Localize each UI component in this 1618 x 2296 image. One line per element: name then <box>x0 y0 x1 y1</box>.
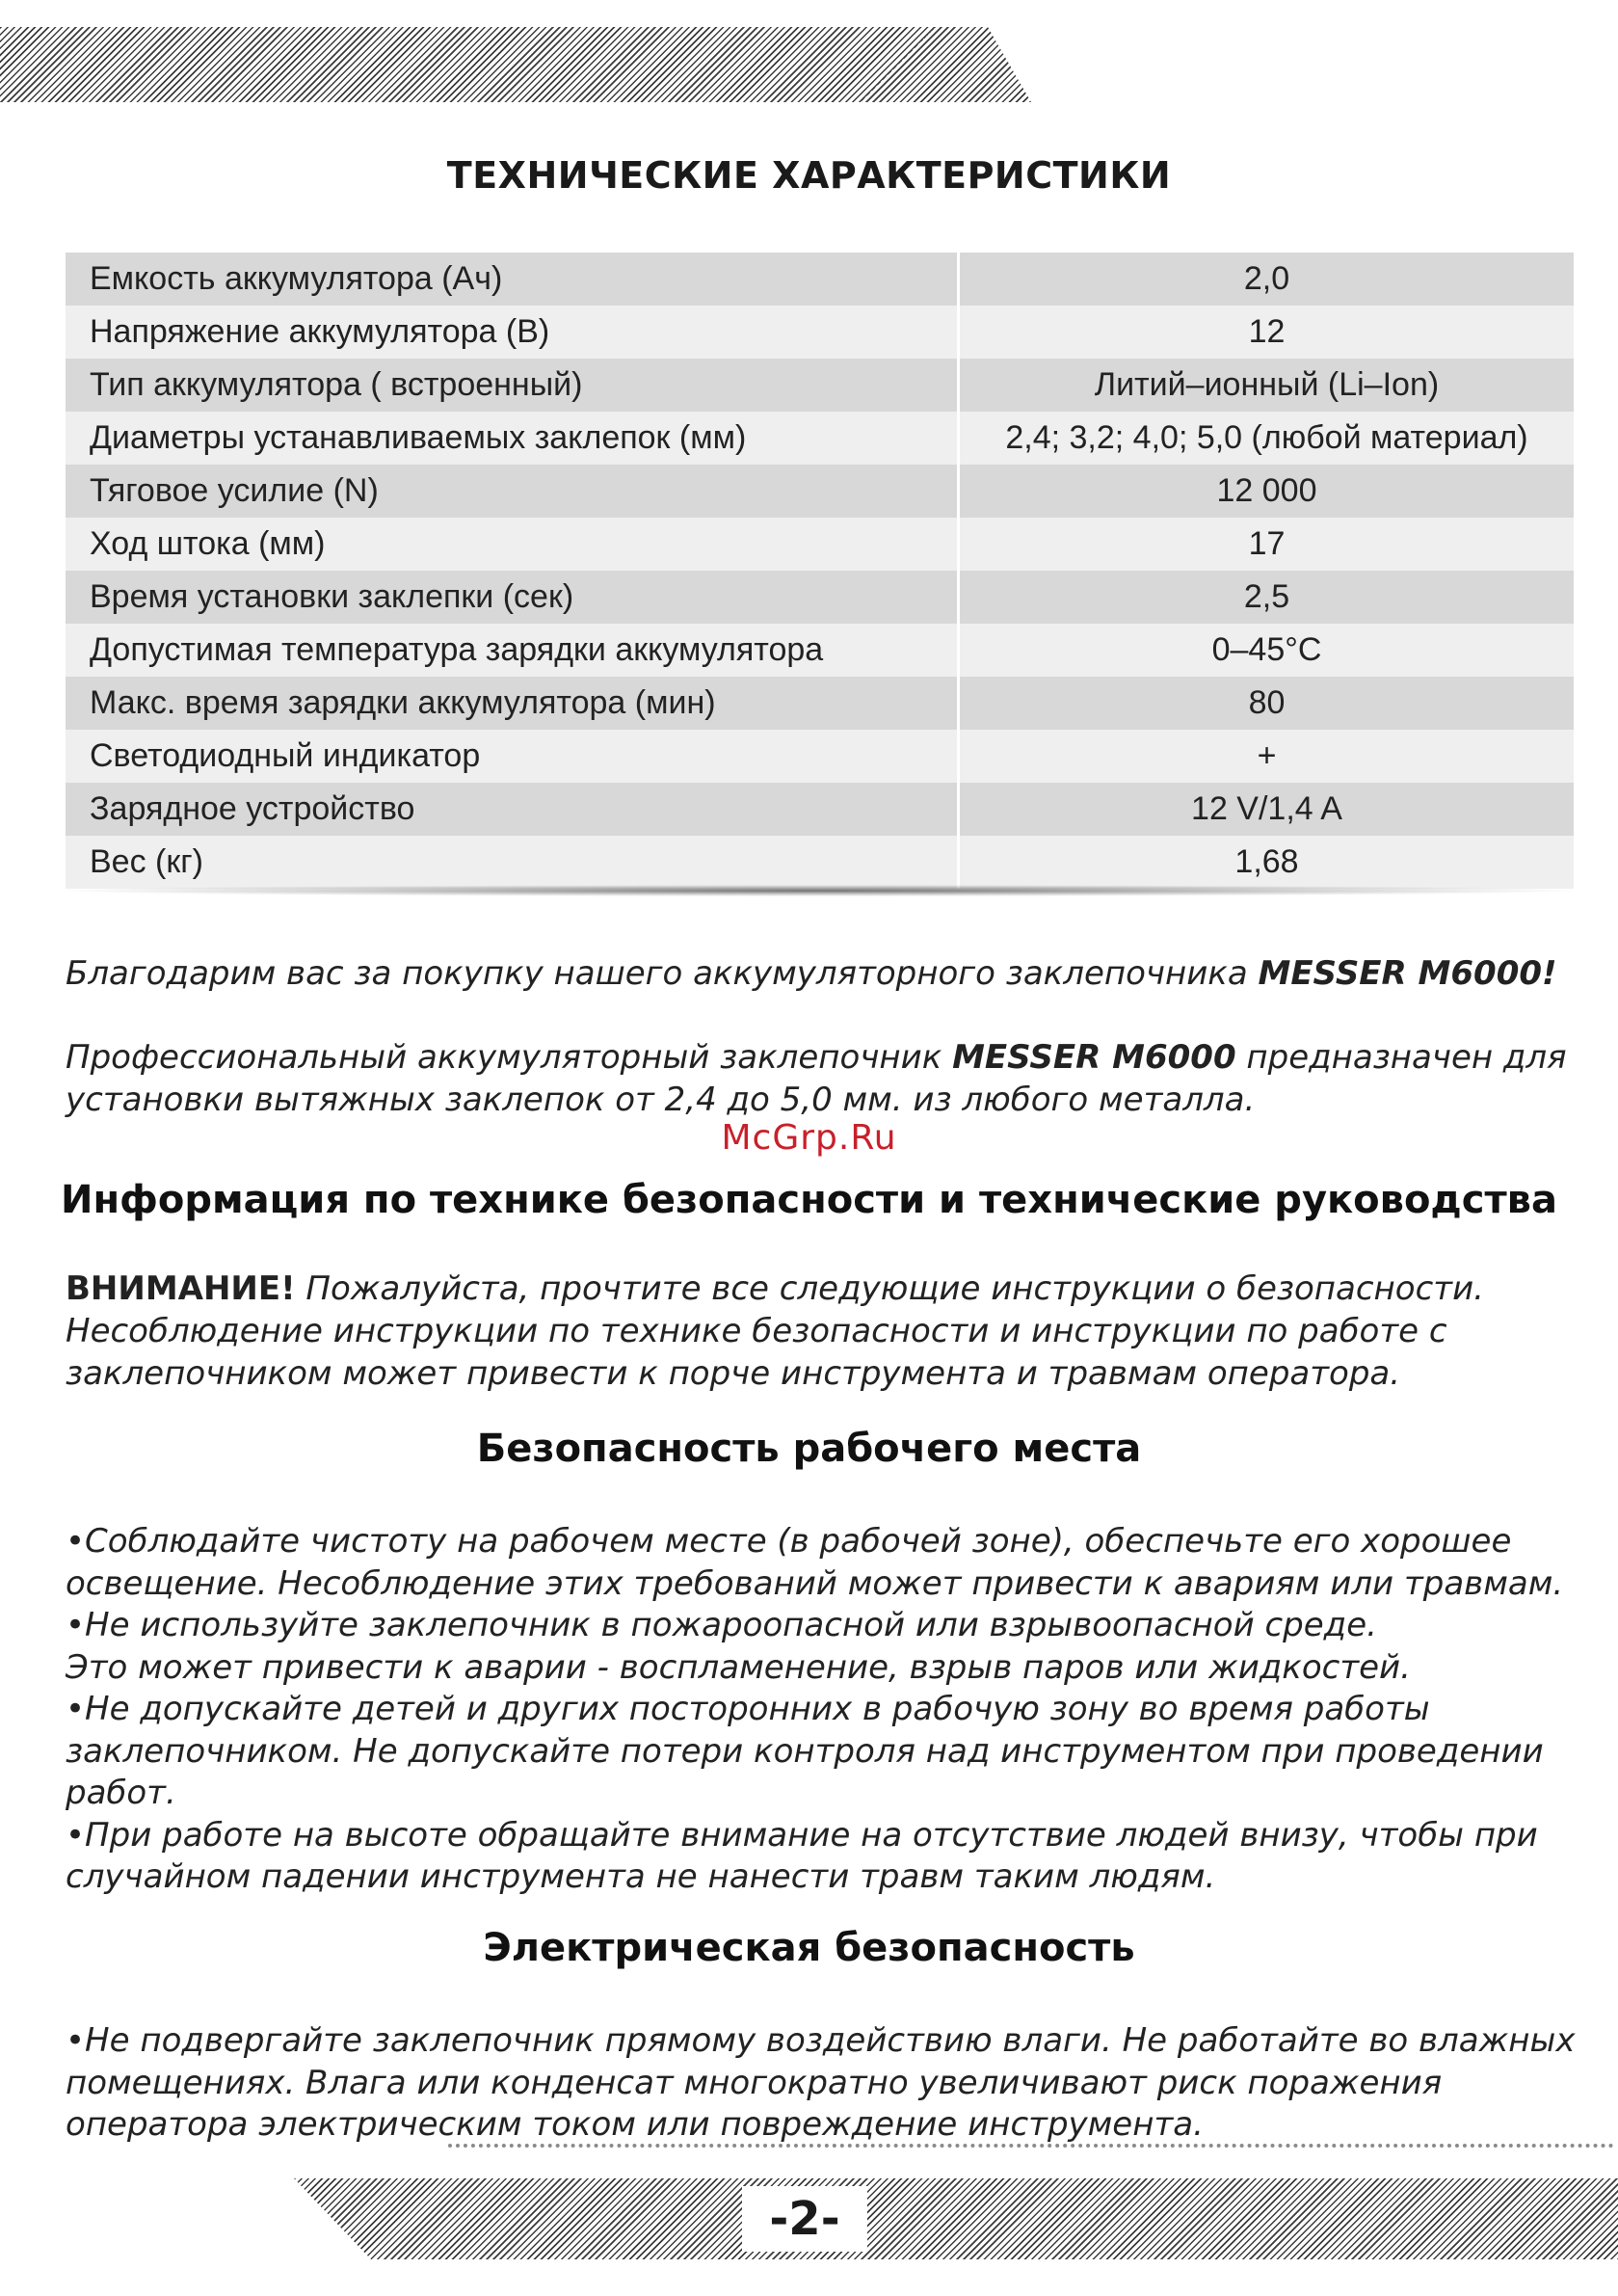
electrical-heading: Электрическая безопасность <box>483 1926 1135 1970</box>
electrical-list <box>66 2020 1583 2147</box>
spec-param: Ход штока (мм) <box>66 518 959 571</box>
warning-text: Пожалуйста, прочтите все следующие инструкции о безопасности. Несоблюдение инструкции по технике безопасности и инструкции по работе с заклепочником может привести к порче инструмента и травмам оператора. <box>66 1269 1484 1393</box>
spec-param: Вес (кг) <box>66 836 959 889</box>
spec-value: + <box>959 730 1575 783</box>
workplace-heading: Безопасность рабочего места <box>476 1427 1142 1471</box>
spec-value: 2,0 <box>959 253 1575 306</box>
spec-param: Тяговое усилие (N) <box>66 465 959 518</box>
list-item: •Не используйте заклепочник в пожароопасной или взрывоопасной среде. <box>66 1606 1377 1644</box>
list-item: Это может привести к аварии - воспламенение, взрыв паров или жидкостей. <box>66 1647 1411 1687</box>
thanks-paragraph <box>66 952 1569 995</box>
spec-param: Емкость аккумулятора (Ач) <box>66 253 959 306</box>
warning-label: ВНИМАНИЕ! <box>66 1269 296 1308</box>
spec-value: 2,4; 3,2; 4,0; 5,0 (любой материал) <box>959 412 1575 465</box>
spec-param: Напряжение аккумулятора (В) <box>66 306 959 359</box>
page-number: -2- <box>742 2186 867 2252</box>
page-title: ТЕХНИЧЕСКИЕ ХАРАКТЕРИСТИКИ <box>446 154 1172 197</box>
specs-table <box>66 253 1574 889</box>
spec-param: Макс. время зарядки аккумулятора (мин) <box>66 677 959 730</box>
top-decorative-band <box>0 27 1031 102</box>
spec-value: 17 <box>959 518 1575 571</box>
table-row <box>66 306 1574 359</box>
desc-post: предназначен для установки вытяжных заклепок от 2,4 до 5,0 мм. из любого металла. <box>66 1038 1567 1119</box>
spec-value: 1,68 <box>959 836 1575 889</box>
list-item: •Соблюдайте чистоту на рабочем месте (в рабочей зоне), обеспечьте его хорошее освещение. Несоблюдение этих требований может привести к авариям или травмам. <box>66 1522 1564 1603</box>
warning-paragraph <box>66 1268 1578 1395</box>
table-row <box>66 677 1574 730</box>
spec-param: Зарядное устройство <box>66 783 959 836</box>
list-item: •Не подвергайте заклепочник прямому воздействию влаги. Не работайте во влажных помещениях. Влага или конденсат многократно увеличивают риск поражения оператора электрическим током или повреждение инструмента. <box>66 2021 1576 2144</box>
spec-param: Тип аккумулятора ( встроенный) <box>66 359 959 412</box>
table-row <box>66 253 1574 306</box>
table-shadow <box>66 885 1574 896</box>
table-row <box>66 730 1574 783</box>
spec-value: 80 <box>959 677 1575 730</box>
thanks-text: Благодарим вас за покупку нашего аккумуляторного заклепочника <box>66 954 1259 993</box>
table-row <box>66 571 1574 624</box>
table-row <box>66 465 1574 518</box>
list-item: •Не допускайте детей и других посторонних в рабочую зону во время работы заклепочником. Не допускайте потери контроля над инструментом при проведении работ. <box>66 1690 1544 1812</box>
safety-info-heading: Информация по технике безопасности и технические руководства <box>61 1178 1557 1222</box>
spec-param: Допустимая температура зарядки аккумулятора <box>66 624 959 677</box>
spec-value: 12 V/1,4 A <box>959 783 1575 836</box>
description-paragraph <box>66 1036 1569 1121</box>
spec-value: 12 <box>959 306 1575 359</box>
spec-value: 2,5 <box>959 571 1575 624</box>
spec-value: 0–45°C <box>959 624 1575 677</box>
desc-pre: Профессиональный аккумуляторный заклепочник <box>66 1038 953 1077</box>
thanks-model: MESSER M6000! <box>1258 954 1557 993</box>
spec-param: Время установки заклепки (сек) <box>66 571 959 624</box>
table-row <box>66 412 1574 465</box>
table-row <box>66 359 1574 412</box>
dotted-rule <box>448 2144 1614 2148</box>
table-row <box>66 783 1574 836</box>
bottom-decorative-band <box>294 2178 1618 2259</box>
spec-value: Литий–ионный (Li–Ion) <box>959 359 1575 412</box>
spec-param: Светодиодный индикатор <box>66 730 959 783</box>
table-row <box>66 518 1574 571</box>
spec-param: Диаметры устанавливаемых заклепок (мм) <box>66 412 959 465</box>
table-row <box>66 836 1574 889</box>
watermark: McGrp.Ru <box>721 1118 897 1158</box>
list-item: •При работе на высоте обращайте внимание на отсутствие людей внизу, чтобы при случайном падении инструмента не нанести травм таким людям. <box>66 1815 1538 1896</box>
spec-value: 12 000 <box>959 465 1575 518</box>
desc-model: MESSER M6000 <box>952 1038 1236 1077</box>
workplace-list <box>66 1521 1583 1899</box>
table-row <box>66 624 1574 677</box>
